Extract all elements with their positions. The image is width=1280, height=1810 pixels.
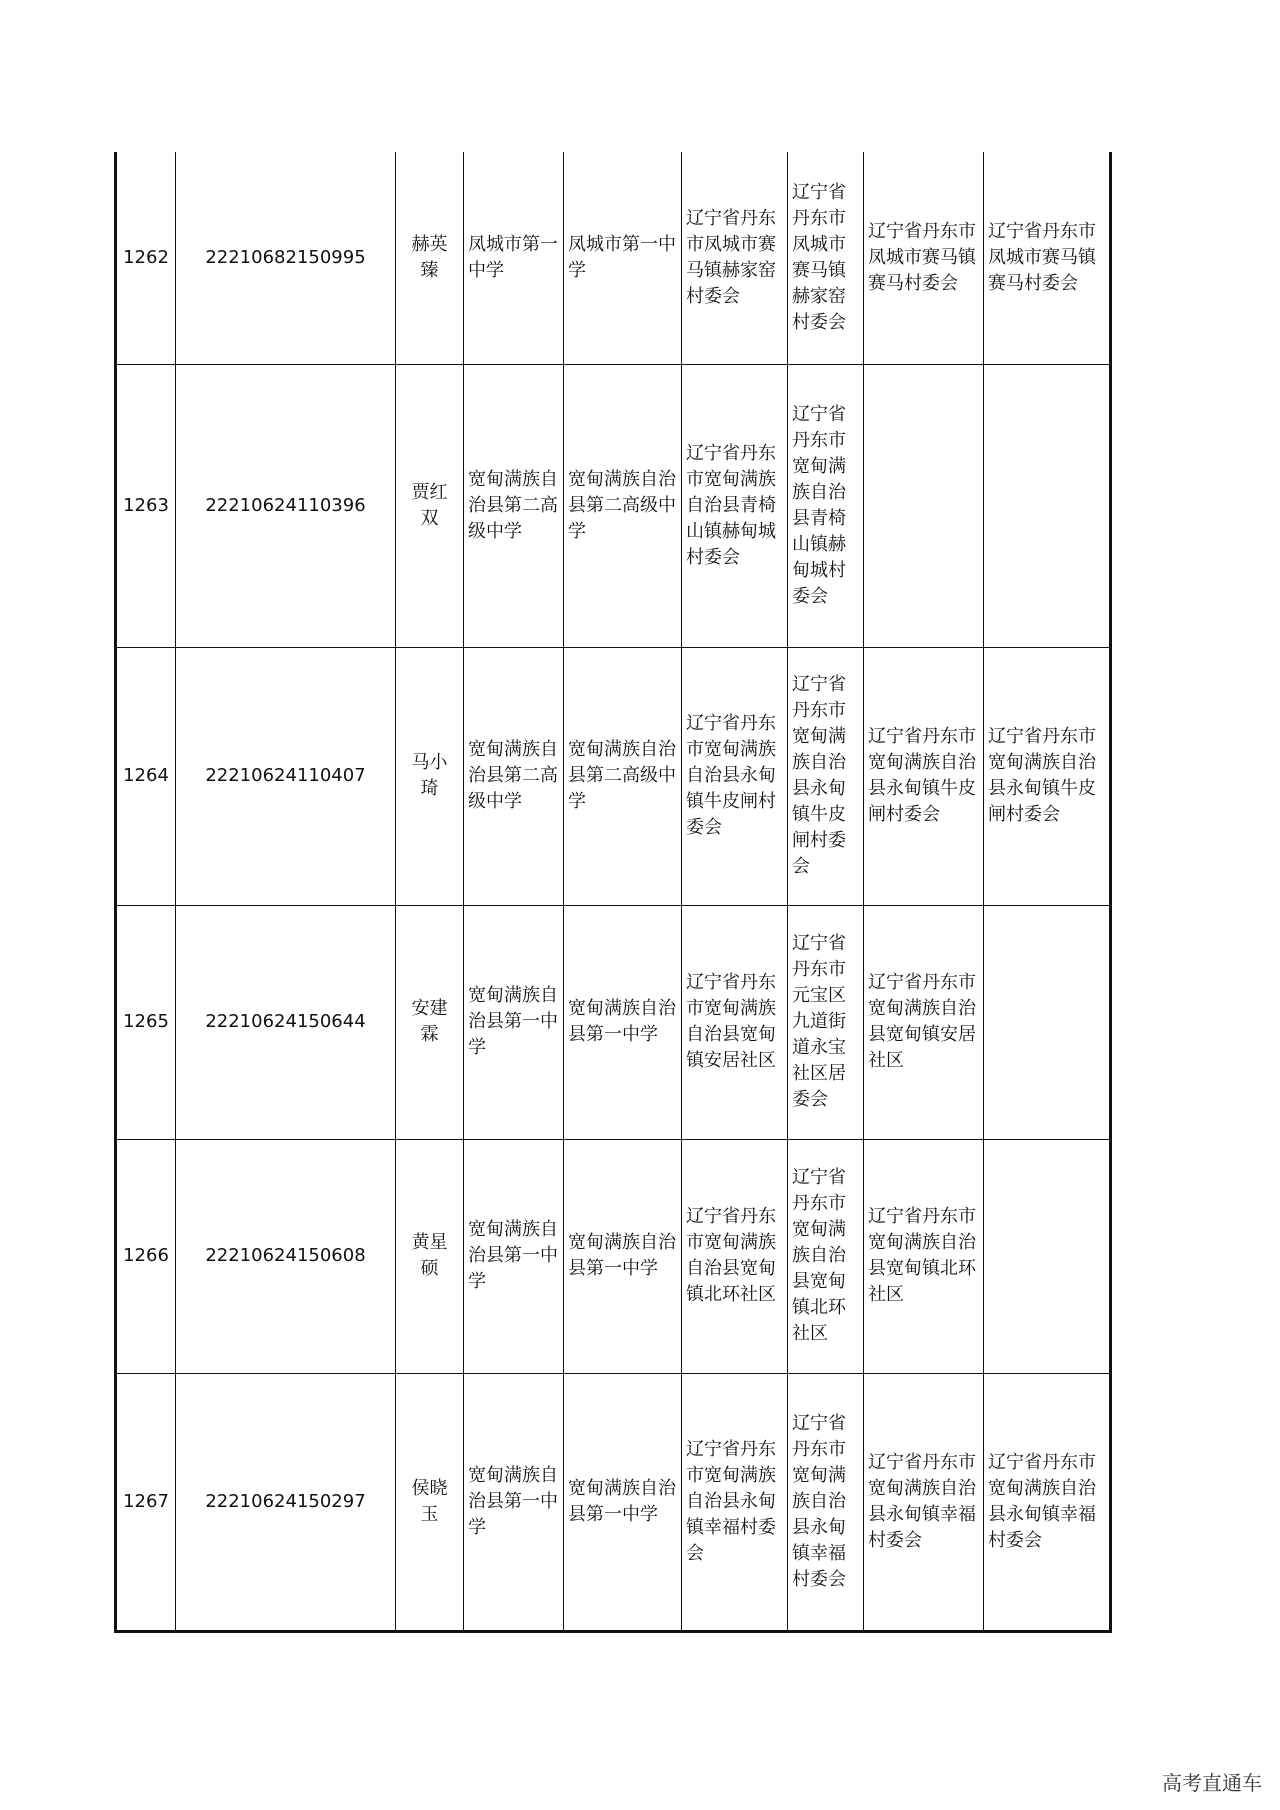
- exam-number: 22210624150297: [176, 1373, 396, 1631]
- student-name: 马小琦: [396, 647, 464, 905]
- student-name: 黄星硕: [396, 1139, 464, 1373]
- student-name: 贾红双: [396, 364, 464, 647]
- address-cell-1: 辽宁省丹东市宽甸满族自治县永甸镇牛皮闸村委会: [682, 647, 788, 905]
- school-cell-2: 凤城市第一中学: [564, 152, 682, 364]
- watermark-text: 高考直通车: [1162, 1771, 1262, 1795]
- table-row: [116, 152, 1111, 364]
- table-row: [116, 905, 1111, 1139]
- row-index: 1267: [116, 1373, 176, 1631]
- address-cell-3: 辽宁省丹东市宽甸满族自治县宽甸镇北环社区: [864, 1139, 984, 1373]
- exam-number: 22210624110396: [176, 364, 396, 647]
- row-index: 1264: [116, 647, 176, 905]
- row-index: 1263: [116, 364, 176, 647]
- school-cell-2: 宽甸满族自治县第一中学: [564, 905, 682, 1139]
- exam-number: 22210624110407: [176, 647, 396, 905]
- student-name: 赫英臻: [396, 152, 464, 364]
- row-index: 1265: [116, 905, 176, 1139]
- table-row: [116, 647, 1111, 905]
- row-index: 1266: [116, 1139, 176, 1373]
- school-cell-2: 宽甸满族自治县第二高级中学: [564, 647, 682, 905]
- address-cell-3: 辽宁省丹东市宽甸满族自治县永甸镇牛皮闸村委会: [864, 647, 984, 905]
- records-table: [114, 152, 1112, 1633]
- address-cell-3: 辽宁省丹东市凤城市赛马镇赛马村委会: [864, 152, 984, 364]
- school-cell: 凤城市第一中学: [464, 152, 564, 364]
- table-row: [116, 1139, 1111, 1373]
- address-cell-2: 辽宁省丹东市元宝区九道街道永宝社区居委会: [788, 905, 864, 1139]
- address-cell-3: 辽宁省丹东市宽甸满族自治县宽甸镇安居社区: [864, 905, 984, 1139]
- school-cell: 宽甸满族自治县第一中学: [464, 1139, 564, 1373]
- school-cell: 宽甸满族自治县第二高级中学: [464, 364, 564, 647]
- address-cell-3: 辽宁省丹东市宽甸满族自治县永甸镇幸福村委会: [864, 1373, 984, 1631]
- address-cell-1: 辽宁省丹东市凤城市赛马镇赫家窑村委会: [682, 152, 788, 364]
- address-cell-1: 辽宁省丹东市宽甸满族自治县宽甸镇北环社区: [682, 1139, 788, 1373]
- school-cell-2: 宽甸满族自治县第一中学: [564, 1373, 682, 1631]
- table-row: [116, 364, 1111, 647]
- address-cell-4: 辽宁省丹东市凤城市赛马镇赛马村委会: [984, 152, 1111, 364]
- school-cell: 宽甸满族自治县第一中学: [464, 905, 564, 1139]
- school-cell-2: 宽甸满族自治县第二高级中学: [564, 364, 682, 647]
- address-cell-1: 辽宁省丹东市宽甸满族自治县青椅山镇赫甸城村委会: [682, 364, 788, 647]
- address-cell-2: 辽宁省丹东市宽甸满族自治县永甸镇牛皮闸村委会: [788, 647, 864, 905]
- student-name: 侯晓玉: [396, 1373, 464, 1631]
- row-index: 1262: [116, 152, 176, 364]
- student-name: 安建霖: [396, 905, 464, 1139]
- exam-number: 22210624150644: [176, 905, 396, 1139]
- address-cell-2: 辽宁省丹东市宽甸满族自治县青椅山镇赫甸城村委会: [788, 364, 864, 647]
- address-cell-1: 辽宁省丹东市宽甸满族自治县永甸镇幸福村委会: [682, 1373, 788, 1631]
- table-row: [116, 1373, 1111, 1631]
- school-cell-2: 宽甸满族自治县第一中学: [564, 1139, 682, 1373]
- address-cell-2: 辽宁省丹东市宽甸满族自治县永甸镇幸福村委会: [788, 1373, 864, 1631]
- address-cell-2: 辽宁省丹东市凤城市赛马镇赫家窑村委会: [788, 152, 864, 364]
- address-cell-4: [984, 364, 1111, 647]
- address-cell-4: [984, 905, 1111, 1139]
- address-cell-4: 辽宁省丹东市宽甸满族自治县永甸镇幸福村委会: [984, 1373, 1111, 1631]
- address-cell-3: [864, 364, 984, 647]
- address-cell-2: 辽宁省丹东市宽甸满族自治县宽甸镇北环社区: [788, 1139, 864, 1373]
- address-cell-4: 辽宁省丹东市宽甸满族自治县永甸镇牛皮闸村委会: [984, 647, 1111, 905]
- school-cell: 宽甸满族自治县第二高级中学: [464, 647, 564, 905]
- exam-number: 22210624150608: [176, 1139, 396, 1373]
- address-cell-4: [984, 1139, 1111, 1373]
- address-cell-1: 辽宁省丹东市宽甸满族自治县宽甸镇安居社区: [682, 905, 788, 1139]
- exam-number: 22210682150995: [176, 152, 396, 364]
- school-cell: 宽甸满族自治县第一中学: [464, 1373, 564, 1631]
